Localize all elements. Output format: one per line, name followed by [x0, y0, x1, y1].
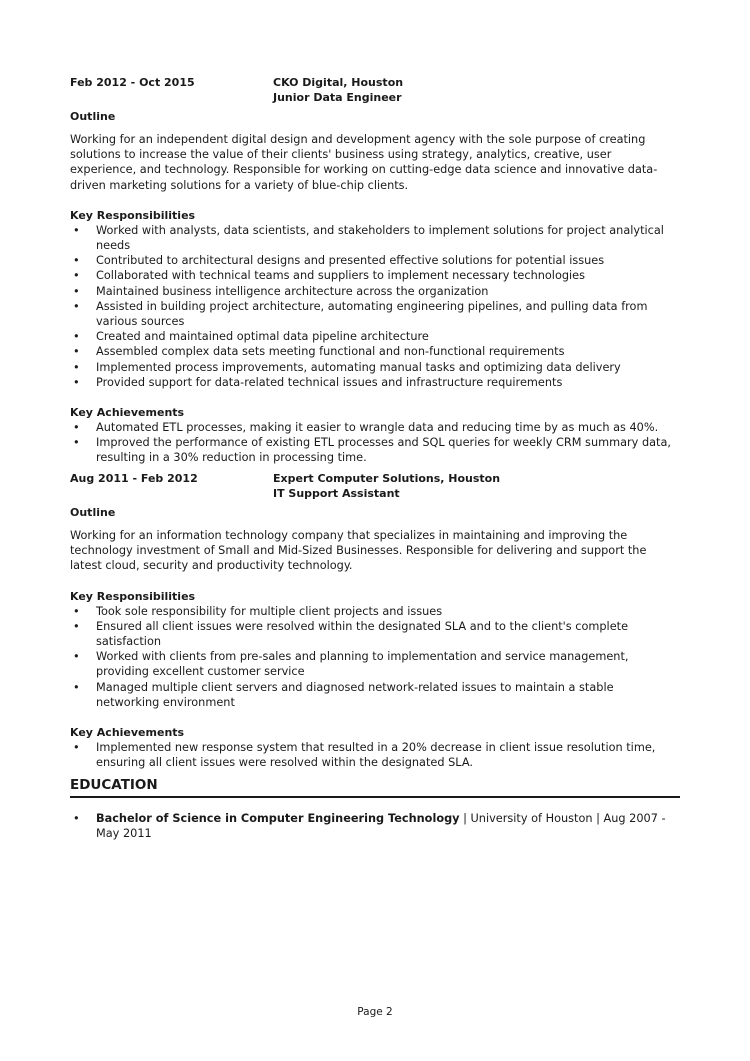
degree-name: Bachelor of Science in Computer Engineering Technology [96, 812, 460, 825]
bullet-icon: • [73, 812, 80, 825]
bullet-icon: • [73, 360, 80, 374]
outline-label: Outline [70, 110, 116, 123]
list-item-text: Implemented process improvements, automating manual tasks and optimizing data delivery [96, 360, 621, 374]
job-company-title [273, 75, 680, 105]
job-company: Expert Computer Solutions, Houston [273, 472, 501, 485]
page-number: Page 2 [357, 1006, 393, 1018]
job-entry [70, 471, 680, 770]
bullet-icon: • [73, 375, 80, 389]
list-item [70, 375, 680, 390]
list-item [70, 811, 680, 841]
list-item [70, 435, 680, 465]
achievements-list [70, 740, 680, 770]
list-item [70, 740, 680, 770]
list-item [70, 360, 680, 375]
job-dates: Aug 2011 - Feb 2012 [70, 472, 198, 485]
bullet-icon: • [73, 421, 80, 435]
list-item-text: Worked with clients from pre-sales and planning to implementation and service management, providing excellent customer service [96, 650, 629, 679]
bullet-icon: • [73, 223, 80, 237]
degree-details: | University of Houston | Aug 2007 - May 2011 [96, 812, 666, 841]
education-list [70, 811, 680, 841]
list-item [70, 420, 680, 435]
bullet-icon: • [73, 741, 80, 755]
bullet-icon: • [73, 604, 80, 618]
job-dates: Feb 2012 - Oct 2015 [70, 76, 195, 89]
responsibilities-list [70, 604, 680, 710]
achievements-label: Key Achievements [70, 406, 185, 420]
bullet-icon: • [73, 680, 80, 694]
list-item-text: Improved the performance of existing ETL processes and SQL queries for weekly CRM summary data, resulting in a 30% reduction in processing time. [96, 436, 671, 465]
list-item-text: Implemented new response system that resulted in a 20% decrease in client issue resolution time, ensuring all client issues were resolved within the designated SLA. [96, 741, 656, 770]
responsibilities-label: Key Responsibilities [70, 208, 196, 222]
bullet-icon: • [73, 650, 80, 664]
bullet-icon: • [73, 254, 80, 268]
list-item-text: Collaborated with technical teams and suppliers to implement necessary technologies [96, 269, 585, 283]
list-item [70, 223, 680, 253]
list-item-text: Maintained business intelligence architecture across the organization [96, 284, 489, 298]
list-item-text: Created and maintained optimal data pipeline architecture [96, 330, 429, 344]
list-item-text: Managed multiple client servers and diagnosed network-related issues to maintain a stable networking environment [96, 680, 614, 709]
list-item-text: Took sole responsibility for multiple client projects and issues [96, 604, 443, 618]
bullet-icon: • [73, 299, 80, 313]
bullet-icon: • [73, 345, 80, 359]
list-item-text: Ensured all client issues were resolved within the designated SLA and to the client's complete satisfaction [96, 619, 629, 649]
job-entry [70, 75, 680, 466]
outline-label: Outline [70, 506, 116, 519]
list-item-text: Worked with analysts, data scientists, and stakeholders to implement solutions for project analytical needs [96, 223, 664, 253]
outline-text: Working for an independent digital design and development agency with the sole purpose of creating solutions to increase the value of their clients' business using strategy, analytics, creative, user experience, and technology. Responsible for working on cutting-edge data science and innovative data-driven marketing solutions for a variety of blue-chip clients. [70, 133, 658, 192]
list-item-text: Assisted in building project architecture, automating engineering pipelines, and pulling data from various sources [96, 299, 648, 329]
list-item [70, 299, 680, 329]
list-item [70, 344, 680, 359]
list-item-text: Assembled complex data sets meeting functional and non-functional requirements [96, 345, 565, 359]
section-divider [70, 796, 680, 798]
list-item-text: Automated ETL processes, making it easier to wrangle data and reducing time by as much as 40%. [96, 421, 659, 435]
list-item [70, 680, 680, 710]
list-item [70, 253, 680, 268]
responsibilities-label: Key Responsibilities [70, 589, 196, 603]
job-header [70, 471, 680, 501]
bullet-icon: • [73, 619, 80, 633]
outline-text: Working for an information technology company that specializes in maintaining and improving the technology investment of Small and Mid-Sized Businesses. Responsible for delivering and support the latest cloud, security and productivity technology. [70, 529, 647, 573]
list-item [70, 649, 680, 679]
job-company-title [273, 471, 680, 501]
list-item [70, 604, 680, 619]
education-section [70, 776, 680, 841]
list-item-text: Contributed to architectural designs and presented effective solutions for potential issues [96, 254, 605, 268]
responsibilities-list [70, 223, 680, 390]
achievements-label: Key Achievements [70, 726, 185, 740]
job-title: IT Support Assistant [273, 487, 400, 500]
list-item-text: Provided support for data-related technical issues and infrastructure requirements [96, 375, 563, 389]
job-title: Junior Data Engineer [273, 91, 402, 104]
list-item [70, 284, 680, 299]
job-header [70, 75, 680, 105]
bullet-icon: • [73, 330, 80, 344]
achievements-list [70, 420, 680, 466]
bullet-icon: • [73, 269, 80, 283]
list-item [70, 268, 680, 283]
list-item [70, 619, 680, 649]
bullet-icon: • [73, 436, 80, 450]
list-item [70, 329, 680, 344]
job-company: CKO Digital, Houston [273, 76, 404, 89]
section-heading: EDUCATION [70, 777, 158, 793]
bullet-icon: • [73, 284, 80, 298]
